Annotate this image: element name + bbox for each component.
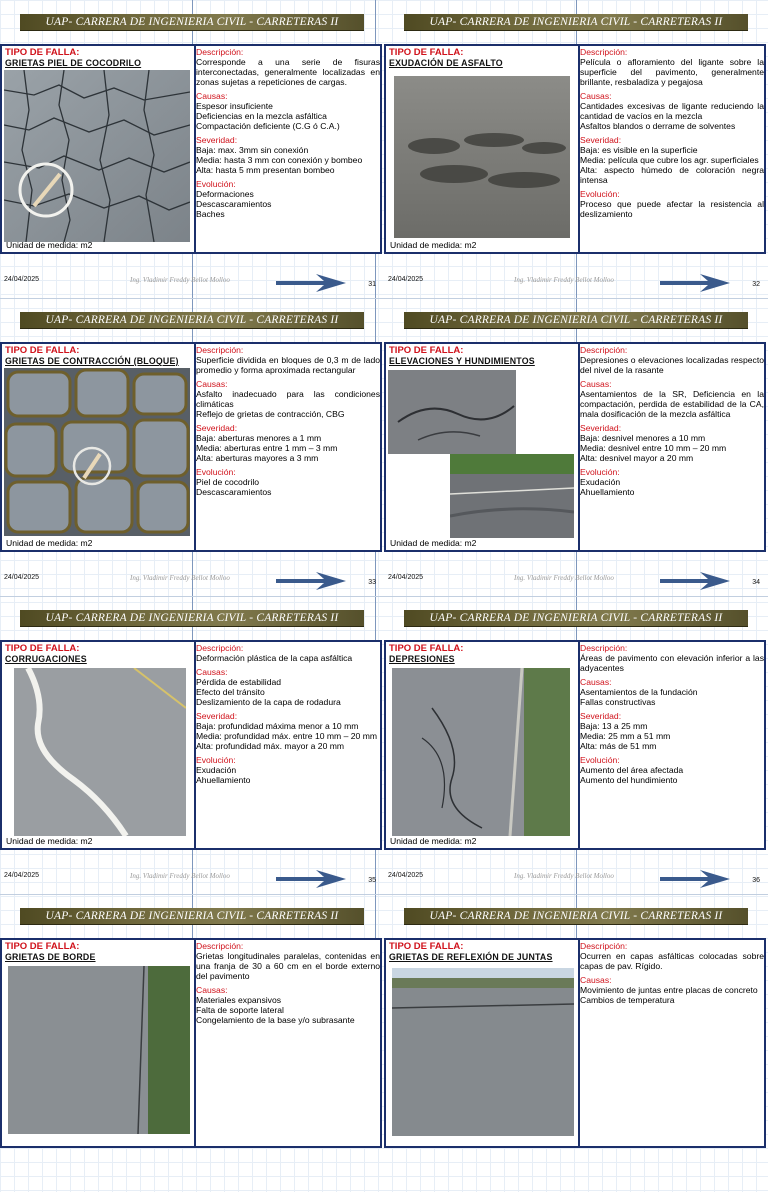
section-text: Alta: aberturas mayores a 3 mm [196, 453, 319, 463]
section-text: Media: profundidad máx. entre 10 mm – 20 mm [196, 731, 378, 741]
fault-details [580, 642, 764, 848]
fault-photo [4, 70, 190, 242]
section-text: Alta: hasta 5 mm presentan bombeo [196, 165, 335, 175]
fault-card [384, 938, 766, 1148]
footer-signature: Ing. Vladimir Freddy Bellot Molloo [514, 872, 614, 880]
banner-title: UAP- CARRERA DE INGENIERIA CIVIL - CARRETERAS II [45, 910, 339, 922]
section-heading: Causas: [580, 677, 612, 687]
fault-photo [8, 966, 190, 1134]
section-heading: Causas: [580, 975, 612, 985]
slide-31 [0, 0, 384, 298]
fault-card [0, 342, 382, 552]
section-text: Ahuellamiento [580, 487, 635, 497]
section-text: Media: 25 mm a 51 mm [580, 731, 671, 741]
banner-title: UAP- CARRERA DE INGENIERIA CIVIL - CARRETERAS II [45, 314, 339, 326]
fault-name: GRIETAS PIEL DE COCODRILO [5, 58, 142, 68]
slide-38 [384, 894, 768, 1192]
section-text: Baja: es visible en la superficie [580, 145, 698, 155]
section-text: Efecto del tránsito [196, 687, 265, 697]
fault-image-column [386, 344, 580, 550]
fault-name: GRIETAS DE CONTRACCIÓN (BLOQUE) [5, 356, 179, 366]
slide-banner [404, 610, 748, 627]
section-heading: Descripción: [580, 941, 628, 951]
section-text: Media: desnivel entre 10 mm – 20 mm [580, 443, 727, 453]
page-number: 31 [368, 281, 376, 288]
section-text: Cantidades excesivas de ligante reduciendo la cantidad de vacíos en la mezcla [580, 101, 764, 121]
section-text: Materiales expansivos [196, 995, 282, 1005]
section-text: Descascaramientos [196, 487, 272, 497]
section-text: Alta: desnivel mayor a 20 mm [580, 453, 694, 463]
footer-date: 24/04/2025 [388, 574, 424, 581]
banner-title: UAP- CARRERA DE INGENIERIA CIVIL - CARRETERAS II [429, 314, 723, 326]
section-text: Ahuellamiento [196, 775, 251, 785]
fault-card [384, 342, 766, 552]
section-text: Deformaciones [196, 189, 254, 199]
fault-image-column [2, 344, 196, 550]
arrow-icon [660, 570, 730, 592]
section-text: Media: película que cubre los agr. superficiales [580, 155, 759, 165]
section-heading: Causas: [196, 379, 228, 389]
fault-image-column [2, 642, 196, 848]
slide-36 [384, 596, 768, 894]
slide-footer [4, 570, 380, 594]
page-number: 34 [752, 579, 760, 586]
unidad-medida: Unidad de medida: m2 [6, 240, 93, 250]
unidad-medida: Unidad de medida: m2 [390, 538, 477, 548]
arrow-icon [660, 272, 730, 294]
slide-35 [0, 596, 384, 894]
slide-34 [384, 298, 768, 596]
footer-date: 24/04/2025 [4, 276, 40, 283]
section-heading: Evolución: [196, 179, 236, 189]
fault-name: ELEVACIONES Y HUNDIMIENTOS [389, 356, 535, 366]
tipo-label: TIPO DE FALLA: [389, 345, 464, 356]
section-text: Alta: profundidad máx. mayor a 20 mm [196, 741, 345, 751]
section-text: Fallas constructivas [580, 697, 656, 707]
fault-card [384, 640, 766, 850]
slide-banner [404, 312, 748, 329]
fault-photo [394, 76, 570, 238]
fault-photo-secondary [450, 454, 574, 538]
section-heading: Descripción: [196, 47, 244, 57]
section-text: Espesor insuficiente [196, 101, 273, 111]
fault-name: GRIETAS DE BORDE [5, 952, 96, 962]
fault-details [580, 46, 764, 252]
tipo-label: TIPO DE FALLA: [5, 643, 80, 654]
fault-name: GRIETAS DE REFLEXIÓN DE JUNTAS [389, 952, 553, 962]
slide-footer [4, 272, 380, 296]
footer-signature: Ing. Vladimir Freddy Bellot Molloo [514, 574, 614, 582]
slide-banner [20, 312, 364, 329]
section-text: Compactación deficiente (C.G ó C.A.) [196, 121, 340, 131]
section-heading: Descripción: [196, 345, 244, 355]
fault-card [0, 640, 382, 850]
page-number: 32 [752, 281, 760, 288]
section-text: Piel de cocodrilo [196, 477, 260, 487]
footer-signature: Ing. Vladimir Freddy Bellot Molloo [130, 574, 230, 582]
section-text: Asentamientos de la SR, Deficiencia en la compactación, perdida de estabilidad de la CA, mala dosificación de la mezcla asfáltica [580, 389, 764, 419]
slide-footer [388, 272, 764, 296]
section-heading: Descripción: [580, 47, 628, 57]
slide-banner [404, 14, 748, 31]
fault-details [580, 940, 764, 1146]
section-heading: Descripción: [196, 643, 244, 653]
section-heading: Causas: [580, 91, 612, 101]
section-heading: Severidad: [580, 135, 622, 145]
tipo-label: TIPO DE FALLA: [389, 643, 464, 654]
tipo-label: TIPO DE FALLA: [389, 941, 464, 952]
section-text: Depresiones o elevaciones localizadas respecto del nivel de la rasante [580, 355, 764, 375]
unidad-medida: Unidad de medida: m2 [390, 240, 477, 250]
section-heading: Descripción: [196, 941, 244, 951]
banner-title: UAP- CARRERA DE INGENIERIA CIVIL - CARRETERAS II [429, 910, 723, 922]
section-text: Alta: aspecto húmedo de coloración negra intensa [580, 165, 764, 185]
section-text: Deslizamiento de la capa de rodadura [196, 697, 341, 707]
section-text: Alta: más de 51 mm [580, 741, 657, 751]
section-heading: Causas: [580, 379, 612, 389]
section-heading: Severidad: [196, 711, 238, 721]
banner-title: UAP- CARRERA DE INGENIERIA CIVIL - CARRETERAS II [45, 16, 339, 28]
section-text: Baja: max. 3mm sin conexión [196, 145, 309, 155]
fault-name: DEPRESIONES [389, 654, 455, 664]
slide-banner [404, 908, 748, 925]
section-heading: Evolución: [580, 189, 620, 199]
fault-image-column [386, 940, 580, 1146]
section-text: Baja: desnivel menores a 10 mm [580, 433, 706, 443]
section-heading: Causas: [196, 667, 228, 677]
fault-image-column [2, 940, 196, 1146]
fault-photo [392, 668, 570, 836]
fault-details [196, 344, 380, 550]
section-text: Baja: 13 a 25 mm [580, 721, 648, 731]
section-text: Reflejo de grietas de contracción, CBG [196, 409, 345, 419]
tipo-label: TIPO DE FALLA: [5, 47, 80, 58]
section-heading: Evolución: [196, 467, 236, 477]
footer-signature: Ing. Vladimir Freddy Bellot Molloo [514, 276, 614, 284]
footer-signature: Ing. Vladimir Freddy Bellot Molloo [130, 276, 230, 284]
section-text: Exudación [196, 765, 237, 775]
fault-image-column [2, 46, 196, 252]
section-text: Aumento del hundimiento [580, 775, 678, 785]
slide-32 [384, 0, 768, 298]
slide-footer [388, 570, 764, 594]
section-text: Ocurren en capas asfálticas colocadas sobre capas de pav. Rígido. [580, 951, 764, 971]
section-text: Media: aberturas entre 1 mm – 3 mm [196, 443, 338, 453]
unidad-medida: Unidad de medida: m2 [390, 836, 477, 846]
section-heading: Descripción: [580, 345, 628, 355]
fault-name: EXUDACIÓN DE ASFALTO [389, 58, 503, 68]
slide-banner [20, 908, 364, 925]
slide-33 [0, 298, 384, 596]
fault-details [196, 46, 380, 252]
fault-image-column [386, 642, 580, 848]
footer-signature: Ing. Vladimir Freddy Bellot Molloo [130, 872, 230, 880]
section-text: Aumento del área afectada [580, 765, 684, 775]
section-text: Asfaltos blandos o derrame de solventes [580, 121, 736, 131]
footer-date: 24/04/2025 [4, 872, 40, 879]
tipo-label: TIPO DE FALLA: [5, 345, 80, 356]
footer-date: 24/04/2025 [388, 276, 424, 283]
section-heading: Severidad: [196, 135, 238, 145]
section-heading: Severidad: [196, 423, 238, 433]
slide-footer [388, 868, 764, 892]
section-heading: Causas: [196, 985, 228, 995]
section-text: Baja: profundidad máxima menor a 10 mm [196, 721, 359, 731]
section-heading: Evolución: [580, 755, 620, 765]
section-text: Falta de soporte lateral [196, 1005, 284, 1015]
banner-title: UAP- CARRERA DE INGENIERIA CIVIL - CARRETERAS II [429, 612, 723, 624]
arrow-icon [276, 868, 346, 890]
slide-footer [4, 868, 380, 892]
arrow-icon [660, 868, 730, 890]
fault-name: CORRUGACIONES [5, 654, 87, 664]
footer-date: 24/04/2025 [388, 872, 424, 879]
arrow-icon [276, 272, 346, 294]
section-text: Congelamiento de la base y/o subrasante [196, 1015, 355, 1025]
banner-title: UAP- CARRERA DE INGENIERIA CIVIL - CARRETERAS II [45, 612, 339, 624]
section-text: Áreas de pavimento con elevación inferior a las adyacentes [580, 653, 764, 673]
section-text: Baches [196, 209, 225, 219]
slide-37 [0, 894, 384, 1192]
fault-image-column [386, 46, 580, 252]
section-heading: Severidad: [580, 711, 622, 721]
page-number: 36 [752, 877, 760, 884]
section-text: Asentamientos de la fundación [580, 687, 698, 697]
section-text: Pérdida de estabilidad [196, 677, 282, 687]
section-heading: Severidad: [580, 423, 622, 433]
section-text: Deficiencias en la mezcla asfáltica [196, 111, 327, 121]
section-text: Proceso que puede afectar la resistencia al deslizamiento [580, 199, 764, 219]
fault-details [196, 940, 380, 1146]
unidad-medida: Unidad de medida: m2 [6, 836, 93, 846]
section-text: Deformación plástica de la capa asfáltica [196, 653, 353, 663]
section-text: Película o afloramiento del ligante sobre la superficie del pavimento, generalmente brillante, resbaladiza y pegajosa [580, 57, 764, 87]
section-text: Grietas longitudinales paralelas, contenidas en una franja de 30 a 60 cm en el borde externo del pavimento [196, 951, 380, 981]
section-heading: Causas: [196, 91, 228, 101]
section-text: Exudación [580, 477, 621, 487]
section-heading: Descripción: [580, 643, 628, 653]
footer-date: 24/04/2025 [4, 574, 40, 581]
section-heading: Evolución: [580, 467, 620, 477]
fault-photo [4, 368, 190, 536]
banner-title: UAP- CARRERA DE INGENIERIA CIVIL - CARRETERAS II [429, 16, 723, 28]
fault-photo [14, 668, 186, 836]
fault-details [196, 642, 380, 848]
arrow-icon [276, 570, 346, 592]
unidad-medida: Unidad de medida: m2 [6, 538, 93, 548]
page-number: 33 [368, 579, 376, 586]
section-text: Descascaramientos [196, 199, 272, 209]
slide-banner [20, 14, 364, 31]
fault-photo [388, 370, 516, 454]
section-text: Cambios de temperatura [580, 995, 675, 1005]
section-text: Superficie dividida en bloques de 0,3 m de lado promedio y forma aproximada rectangular [196, 355, 380, 375]
fault-card [384, 44, 766, 254]
section-text: Corresponde a una serie de fisuras interconectadas, generalmente localizadas en zonas sujetas a repeticiones de cargas. [196, 57, 380, 87]
slide-banner [20, 610, 364, 627]
page-number: 35 [368, 877, 376, 884]
section-text: Movimiento de juntas entre placas de concreto [580, 985, 758, 995]
fault-card [0, 44, 382, 254]
section-heading: Evolución: [196, 755, 236, 765]
fault-details [580, 344, 764, 550]
section-text: Asfalto inadecuado para las condiciones climáticas [196, 389, 380, 409]
section-text: Baja: aberturas menores a 1 mm [196, 433, 322, 443]
fault-photo [392, 968, 574, 1136]
tipo-label: TIPO DE FALLA: [389, 47, 464, 58]
section-text: Media: hasta 3 mm con conexión y bombeo [196, 155, 363, 165]
tipo-label: TIPO DE FALLA: [5, 941, 80, 952]
fault-card [0, 938, 382, 1148]
